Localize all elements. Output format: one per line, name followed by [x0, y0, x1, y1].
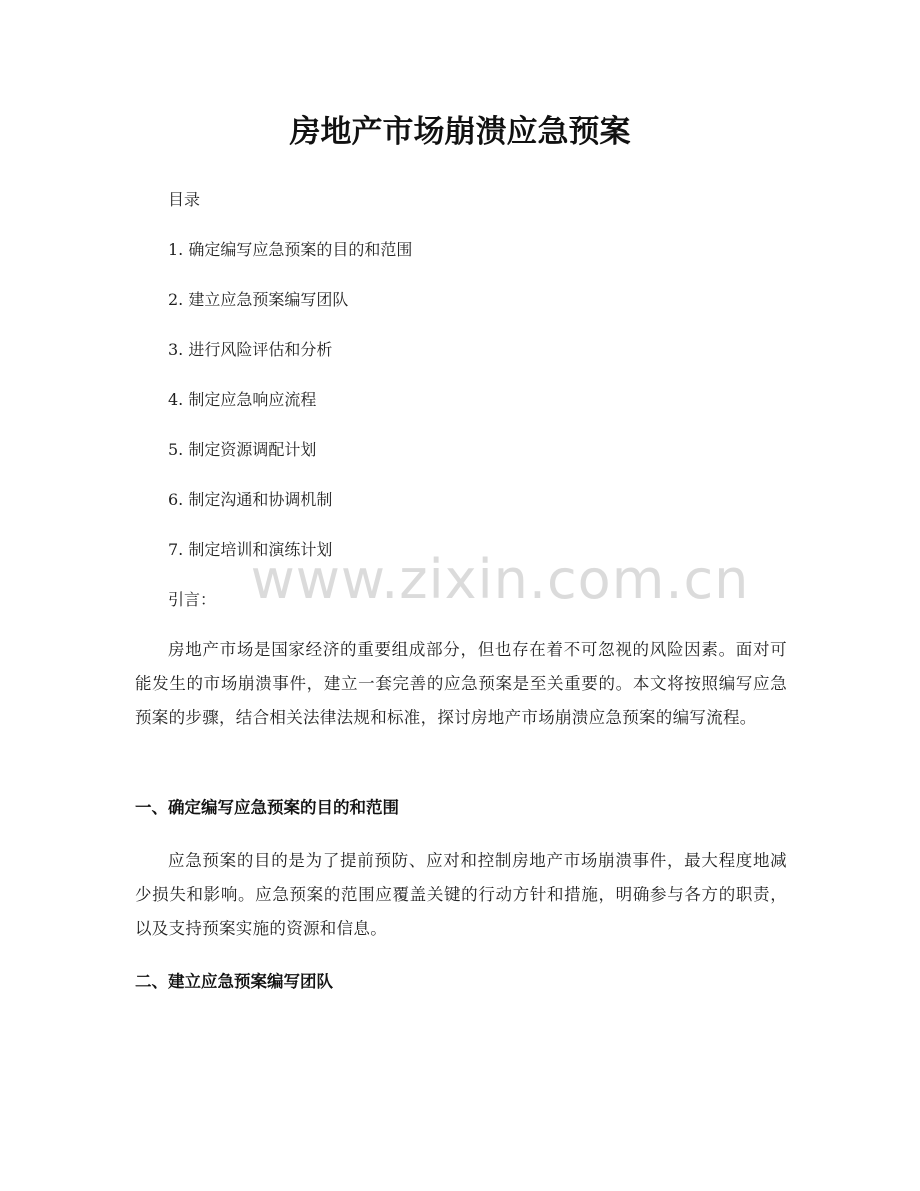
section-heading: 二、建立应急预案编写团队 [135, 972, 333, 991]
toc-item: 4. 制定应急响应流程 [168, 390, 317, 409]
toc-item: 1. 确定编写应急预案的目的和范围 [168, 240, 413, 259]
watermark: www.zixin.com.cn [250, 548, 750, 611]
toc-heading: 目录 [168, 190, 201, 209]
toc-item: 2. 建立应急预案编写团队 [168, 290, 349, 309]
intro-label: 引言： [168, 590, 217, 609]
toc-item: 6. 制定沟通和协调机制 [168, 490, 333, 509]
table-of-contents [168, 184, 788, 634]
section-heading: 一、确定编写应急预案的目的和范围 [135, 798, 399, 817]
toc-item: 5. 制定资源调配计划 [168, 440, 317, 459]
toc-item: 7. 制定培训和演练计划 [168, 540, 333, 559]
section-paragraph: 应急预案的目的是为了提前预防、应对和控制房地产市场崩溃事件，最大程度地减少损失和影响。应急预案的范围应覆盖关键的行动方针和措施，明确参与各方的职责，以及支持预案实施的资源和信息。 [135, 851, 787, 938]
intro-paragraph: 房地产市场是国家经济的重要组成部分，但也存在着不可忽视的风险因素。面对可能发生的市场崩溃事件，建立一套完善的应急预案是至关重要的。本文将按照编写应急预案的步骤，结合相关法律法规和标准，探讨房地产市场崩溃应急预案的编写流程。 [135, 640, 787, 727]
document-title: 房地产市场崩溃应急预案 [289, 114, 631, 150]
toc-item: 3. 进行风险评估和分析 [168, 340, 333, 359]
